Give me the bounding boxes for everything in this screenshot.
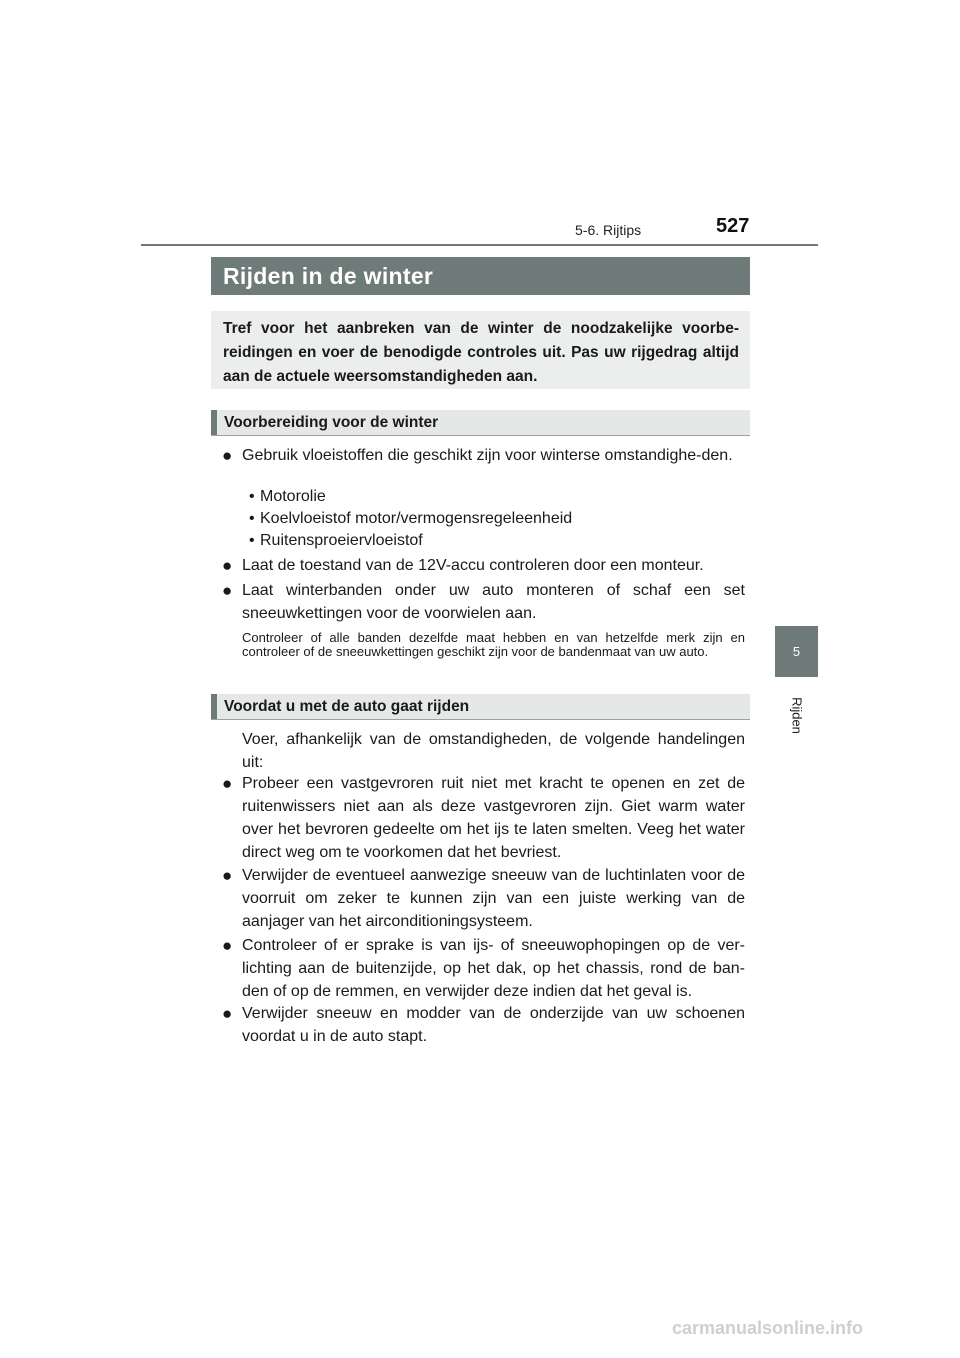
list-item	[222, 934, 745, 1003]
sub-list-item	[249, 486, 326, 508]
bullet-icon: ●	[222, 774, 233, 793]
page-number: 527	[716, 215, 750, 237]
chapter-name: Rijden	[789, 697, 805, 734]
bullet-icon: ●	[222, 936, 233, 955]
list-item	[222, 1002, 745, 1048]
list-item	[222, 554, 745, 577]
section-heading-before-driving	[211, 694, 750, 720]
bullet-icon: ●	[222, 556, 233, 575]
bullet-icon: ●	[222, 581, 233, 600]
sub-list-item-text: Ruitensproeiervloeistof	[260, 532, 423, 549]
list-item-text: Verwijder de eventueel aanwezige sneeuw van de luchtinlaten voor de voorruit om zeker te kunnen zijn van een juiste werking van de aanjager van het airconditioningsysteem.	[242, 867, 745, 930]
section-heading-winter-prep	[211, 410, 750, 436]
list-item-text: Gebruik vloeistoffen die geschikt zijn voor winterse omstandighe-den.	[242, 447, 733, 464]
header-rule	[141, 244, 818, 246]
heading-accent	[211, 694, 217, 719]
sub-list-item	[249, 530, 423, 552]
list-item-text: Probeer een vastgevroren ruit niet met kracht te openen en zet de ruitenwissers niet aan als deze vastgevroren zijn. Giet warm water over het bevroren gedeelte om het ijs te laten smelten. Veeg het water direct weg om te voorkomen dat het bevriest.	[242, 775, 745, 861]
intro-box: Tref voor het aanbreken van de winter de noodzakelijke voorbe-reidingen en voer de benodigde controles uit. Pas uw rijgedrag altijd aan de actuele weersomstandigheden aan.	[211, 311, 750, 389]
tire-note: Controleer of alle banden dezelfde maat hebben en van hetzelfde merk zijn en controleer of de sneeuwkettingen geschikt zijn voor de bandenmaat van uw auto.	[242, 630, 745, 659]
list-item-text: Verwijder sneeuw en modder van de onderzijde van uw schoenen voordat u in de auto stapt.	[242, 1005, 745, 1045]
page-title: Rijden in de winter	[211, 257, 750, 295]
sub-bullet-icon: •	[249, 510, 255, 527]
bullet-icon: ●	[222, 1004, 233, 1023]
sub-list-item-text: Motorolie	[260, 488, 326, 505]
sub-bullet-icon: •	[249, 532, 255, 549]
watermark: carmanualsonline.info	[672, 1318, 864, 1338]
lead-paragraph: Voer, afhankelijk van de omstandigheden, de volgende handelingen uit:	[242, 731, 745, 771]
heading-accent	[211, 410, 217, 435]
list-item-text: Laat de toestand van de 12V-accu controleren door een monteur.	[242, 557, 704, 574]
section-heading-label: Voorbereiding voor de winter	[224, 414, 439, 431]
bullet-icon: ●	[222, 866, 233, 885]
section-heading-label: Voordat u met de auto gaat rijden	[224, 698, 470, 715]
sub-list-item	[249, 508, 572, 530]
list-item	[222, 772, 745, 864]
list-item-text: Controleer of er sprake is van ijs- of sneeuwophopingen op de ver-lichting aan de buitenzijde, op het dak, op het chassis, rond de ban-den of op de remmen, en verwijder deze indien dat het geval is.	[242, 937, 745, 1000]
list-item	[222, 444, 745, 467]
chapter-tab: 5	[775, 626, 818, 677]
sub-list-item-text: Koelvloeistof motor/vermogensregeleenheid	[260, 510, 573, 527]
bullet-icon: ●	[222, 446, 233, 465]
list-item	[222, 579, 745, 625]
section-label: 5-6. Rijtips	[575, 222, 642, 238]
list-item	[222, 864, 745, 933]
sub-bullet-icon: •	[249, 488, 255, 505]
list-item-text: Laat winterbanden onder uw auto monteren of schaf een set sneeuwkettingen voor de voorwielen aan.	[242, 582, 745, 622]
